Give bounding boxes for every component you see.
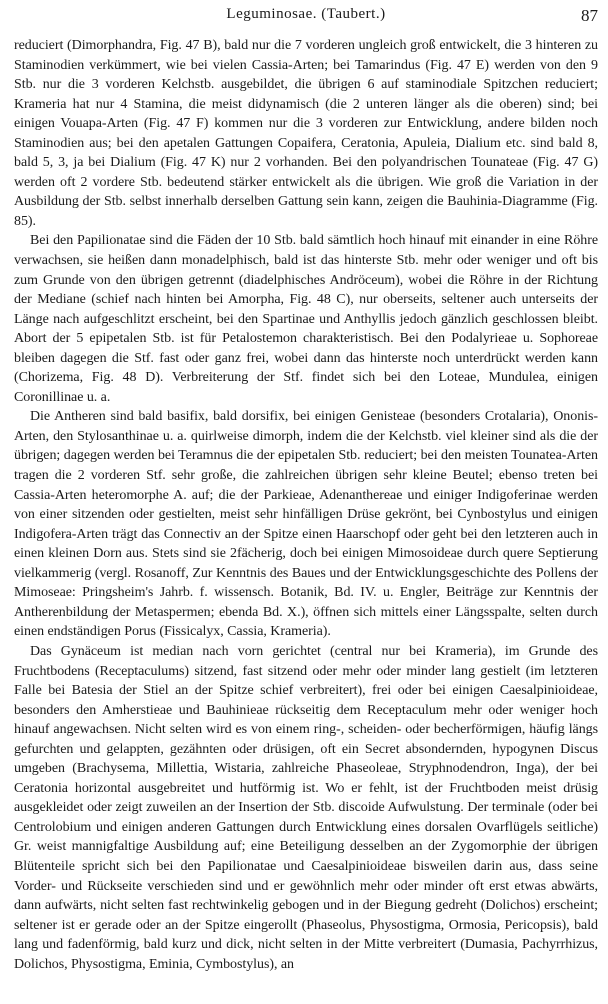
paragraph-gynaeceum: Das Gynäceum ist median nach vorn gerichtet (central nur bei Krameria), im Grunde des Fruchtbodens (Receptaculums) sitzend, fast sitzend oder mehr oder minder lang gestielt (im letzteren Falle bei Batesia der Stiel an der Spitze schief verbreitert), frei oder bei einigen Caesalpinioideae, besonders den Amherstieae und Bauhinieae rückseitig dem Receptaculum mehr oder weniger hoch hinauf angewachsen. Nicht selten wird es von einem ring-, scheiden- oder becherförmigen, häufig längs gefurchten und gelappten, gezähnten oder drüsigen, oft ein Secret absondernden, hypogynen Discus umgeben (Brachysema, Millettia, Wistaria, zahlreiche Phaseoleae, Stryphnodendron, Inga), der bei Ceratonia horizontal ausgebreitet und hutförmig ist. Wo er fehlt, ist der Fruchtboden meist drüsig ausgekleidet oder zeigt zuweilen an der Insertion der Stb. discoide Aufwulstung. Der terminale (oder bei Centrolobium und einigen anderen Gattungen durch Entwicklung eines dorsalen Ovarflügels seitliche) Gr. weist mannigfaltige Ausbildung auf; eine Beteiligung desselben an der Zygomorphie der übrigen Blütenteile spricht sich bei den Papilionatae und Caesalpinioideae bisweilen darin aus, dass seine Vorder- und Rückseite verschieden sind und er gewöhnlich mehr oder minder oft erst etwas abwärts, dann aufwärts, nicht selten fast rechtwinkelig gebogen und in der Biegung gedreht (Dolichos) erscheint; seltener ist er gerade oder an der Spitze eingerollt (Phaseolus, Physostigma, Ormosia, Pericopsis), bald lang und fadenförmig, bald kurz und dick, nicht selten in der Mitte verbreitert (Dumasia, Pachyrrhizus, Dolichos, Physostigma, Eminia, Cymbostylus), an — [14, 643, 598, 972]
paragraph-antheren: Die Antheren sind bald basifix, bald dorsifix, bei einigen Genisteae (besonders Crotalaria), Ononis-Arten, den Stylosanthinae u. a. quirlweise dimorph, indem die der Kelchstb. viel kleiner sind als die der übrigen; dagegen werden bei Teramnus die der epipetalen Stb. reduciert; bei den meisten Tounatea-Arten tragen die 2 vorderen Stf. sehr große, die zahlreichen übrigen sehr kleine Beutel; ebenso treten bei Cassia-Arten heteromorphe A. auf; die der Parkieae, Adenanthereae und einiger Indigoferinae werden von einer sitzenden oder gestielten, meist sehr hinfälligen Drüse gekrönt, bei Cynbostylus und einigen Indigofera-Arten trägt das Connectiv an der Spitze einen Haarschopf oder geht bei den letzteren auch in einen kleinen Dorn aus. Stets sind sie 2fächerig, doch bei einigen Mimosoideae durch quere Septierung vielkammerig (vergl. Rosanoff, Zur Kenntnis des Baues und der Entwicklungsgeschichte des Pollens der Mimoseae: Pringsheim's Jahrb. f. wissensch. Botanik, Bd. IV. u. Engler, Beiträge zur Kenntnis der Antherenbildung der Metaspermen; ebenda Bd. X.), öffnen sich mittels einer Längsspalte, selten durch einen endständigen Porus (Fissicalyx, Cassia, Krameria). — [14, 409, 598, 640]
page-number: 87 — [581, 6, 598, 25]
running-title: Leguminosae. (Taubert.) — [226, 6, 386, 22]
page-header — [14, 6, 598, 32]
book-page — [14, 6, 598, 1000]
paragraph-papilionatae-filaments: Bei den Papilionatae sind die Fäden der 10 Stb. bald sämtlich hoch hinauf mit einander in eine Röhre verwachsen, sie heißen dann monadelphisch, bald ist das hinterste Stb. mehr oder weniger und oft bis zum Grunde von den übrigen getrennt (diadelphisches Andröceum), wobei die Röhre in der Richtung der Mediane (schief nach hinten bei Amorpha, Fig. 48 C), nur oberseits, seltener auch unterseits der Länge nach aufgeschlitzt erscheint, bei den Spartinae und Anthyllis jedoch gänzlich geschlossen bleibt. Abort der 5 epipetalen Stb. ist für Petalostemon charakteristisch. Bei den Podalyrieae u. Sophoreae bleiben dagegen die Stf. fast oder ganz frei, wobei dann das hinterste noch unterdrückt werden kann (Chorizema, Fig. 48 D). Verbreiterung der Stf. findet sich bei den Loteae, Mundulea, einigen Coronillinae u. a. — [14, 233, 598, 405]
body-text — [14, 36, 598, 974]
paragraph-stamen-reduction: reduciert (Dimorphandra, Fig. 47 B), bald nur die 7 vorderen ungleich groß entwickelt, die 3 hinteren zu Staminodien verkümmert, wie bei vielen Cassia-Arten; bei Tamarindus (Fig. 47 E) werden von den 9 Stb. nur die 3 vorderen Kelchstb. ausgebildet, die übrigen 6 auf staminodiale Spitzchen reduciert; Krameria hat nur 4 Stamina, die meist didynamisch (die 2 unteren länger als die oberen) sind; bei einigen Vouapa-Arten (Fig. 47 F) kommen nur die 3 vorderen zur Entwicklung, andere bilden noch Staminodien aus; bei den apetalen Gattungen Copaifera, Ceratonia, Apuleia, Dialium etc. sind bald 8, bald 5, 3, ja bei Dialium (Fig. 47 K) nur 2 vorhanden. Bei den polyandrischen Tounateae (Fig. 47 G) werden oft 2 vordere Stb. bedeutend stärker entwickelt als die übrigen. Wie groß die Variation in der Ausbildung der Stb. selbst innerhalb derselben Gattung sein kann, zeigen die Bauhinia-Diagramme (Fig. 85). — [14, 38, 598, 229]
